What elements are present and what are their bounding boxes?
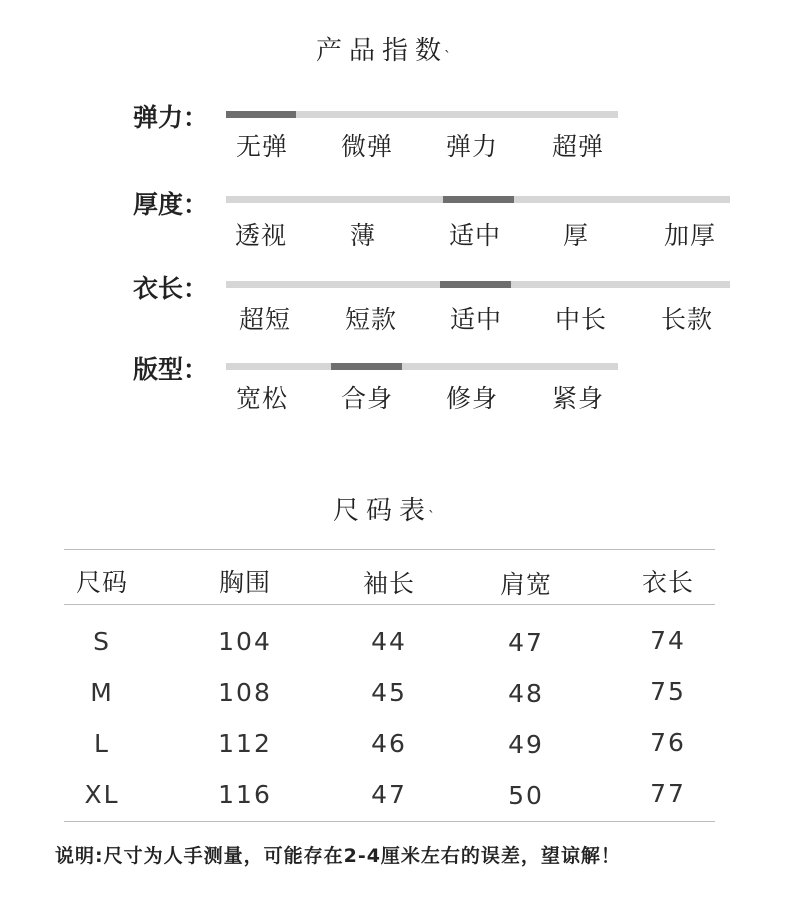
- column-header-length: 衣长: [641, 568, 695, 597]
- table-cell: 46: [371, 729, 407, 758]
- table-cell: XL: [84, 780, 120, 809]
- table-cell: L: [94, 729, 110, 758]
- length-option: 长款: [660, 305, 714, 334]
- elasticity-option: 超弹: [551, 132, 605, 161]
- table-cell: 49: [508, 730, 544, 759]
- thickness-option: 适中: [448, 221, 502, 250]
- thickness-option: 厚: [562, 221, 590, 250]
- table-cell: 112: [218, 729, 272, 758]
- table-top-rule: [64, 549, 715, 550]
- fit-option: 修身: [445, 384, 499, 413]
- elasticity-option: 无弹: [235, 132, 289, 161]
- table-cell: 116: [218, 780, 272, 809]
- table-cell: 44: [371, 627, 407, 656]
- column-header-sleeve: 袖长: [362, 569, 416, 598]
- length-label: 衣长：: [133, 274, 209, 303]
- table-cell: 76: [650, 728, 686, 757]
- size-chart-title: [333, 490, 442, 527]
- size-chart-title-text: 尺码表: [333, 496, 433, 526]
- table-cell: 104: [218, 627, 272, 656]
- table-bottom-rule: [64, 821, 715, 822]
- fit-option: 宽松: [235, 384, 289, 413]
- thickness-track: [226, 196, 730, 203]
- table-cell: 77: [650, 779, 686, 808]
- column-header-shoulder: 肩宽: [499, 570, 553, 599]
- table-cell: 47: [371, 780, 407, 809]
- thickness-label: 厚度：: [133, 190, 209, 219]
- fit-option: 紧身: [551, 384, 605, 413]
- title-tick-mark: ˎ: [444, 37, 459, 53]
- fit-label: 版型：: [133, 355, 209, 384]
- table-cell: 48: [508, 679, 544, 708]
- table-header-rule: [64, 604, 715, 605]
- fit-track: [226, 363, 618, 370]
- fit-option: 合身: [340, 384, 394, 413]
- length-level-indicator: [440, 281, 511, 288]
- table-cell: 45: [371, 678, 407, 707]
- thickness-option: 透视: [234, 221, 288, 250]
- table-cell: 75: [650, 677, 686, 706]
- length-option: 短款: [344, 305, 398, 334]
- table-cell: 74: [650, 626, 686, 655]
- table-cell: 108: [218, 678, 272, 707]
- elasticity-option: 微弹: [340, 132, 394, 161]
- elasticity-option: 弹力: [445, 132, 499, 161]
- length-option: 中长: [554, 305, 608, 334]
- column-header-chest: 胸围: [218, 568, 272, 597]
- elasticity-track: [226, 111, 618, 118]
- table-cell: S: [93, 627, 111, 656]
- product-index-title: [316, 30, 458, 67]
- length-option: 超短: [238, 305, 292, 334]
- thickness-option: 加厚: [663, 221, 717, 250]
- product-index-title-text: 产品指数: [316, 36, 449, 66]
- column-header-size: 尺码: [75, 568, 129, 597]
- measurement-note: 说明:尺寸为人手测量，可能存在2-4厘米左右的误差，望谅解！: [55, 845, 621, 867]
- title-tick-mark: ˎ: [428, 497, 443, 513]
- length-track: [226, 281, 730, 288]
- table-cell: M: [90, 678, 114, 707]
- elasticity-level-indicator: [226, 111, 296, 118]
- table-cell: 47: [508, 628, 544, 657]
- elasticity-label: 弹力：: [133, 103, 209, 132]
- length-option: 适中: [449, 305, 503, 334]
- thickness-option: 薄: [349, 221, 377, 250]
- thickness-level-indicator: [443, 196, 514, 203]
- fit-level-indicator: [331, 363, 402, 370]
- table-cell: 50: [508, 781, 544, 810]
